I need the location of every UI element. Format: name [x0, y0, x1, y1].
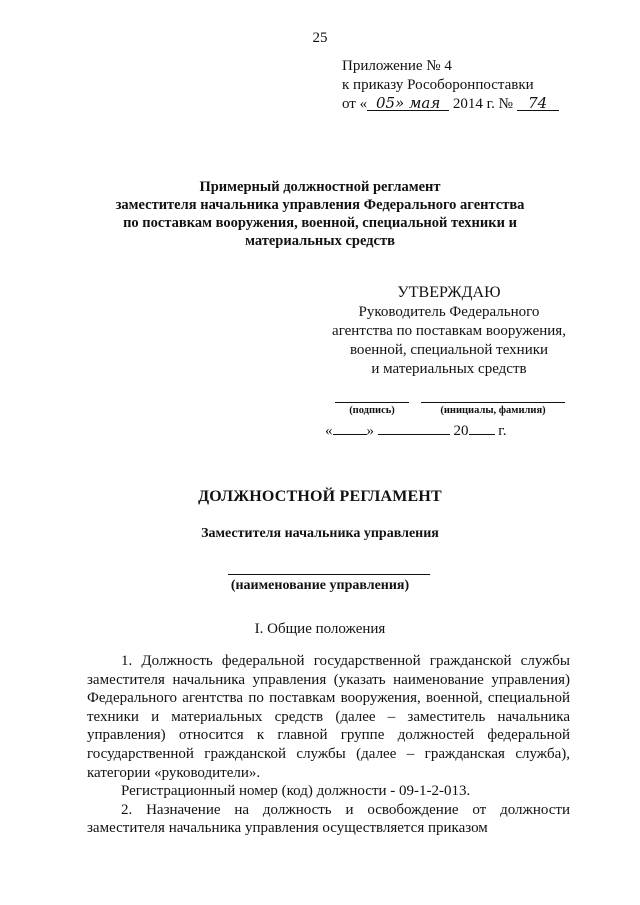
appendix-year: 2014 г. №: [452, 96, 513, 112]
approval-line-2: агентства по поставкам вооружения,: [332, 323, 566, 339]
regulation-subtitle: Заместителя начальника управления: [201, 526, 439, 541]
document-title: [60, 178, 580, 250]
year-blank: [469, 422, 495, 435]
approval-line-1: Руководитель Федерального: [358, 304, 540, 320]
appendix-line-2: к приказу Рособоронпоставки: [342, 77, 534, 93]
appendix-block: [342, 57, 602, 114]
approval-block: [300, 283, 598, 379]
section-heading: I. Общие положения: [254, 621, 386, 637]
approval-heading: УТВЕРЖДАЮ: [397, 284, 501, 301]
paragraph-1: 1. Должность федеральной государственной гражданской службы заместителя начальника управления (указать наименование управления) Федерального агентства по поставкам вооружения, военной, специальной техники и материальных средств (далее – заместитель начальника управления) относится к главной группе должностей федеральной государственной гражданской службы (далее – гражданская служба), категории «руководители».: [87, 653, 570, 781]
title-line-3: по поставкам вооружения, военной, специальной техники и: [123, 215, 517, 231]
paragraph-2: Регистрационный номер (код) должности - 09-1-2-013.: [121, 783, 471, 800]
title-line-2: заместителя начальника управления Федерального агентства: [115, 197, 525, 213]
date-suffix: г.: [498, 423, 507, 439]
body-text: [87, 652, 570, 838]
title-line-1: Примерный должностной регламент: [199, 179, 441, 195]
name-caption: (инициалы, фамилия): [440, 405, 546, 416]
appendix-line-1: Приложение № 4: [342, 58, 452, 74]
appendix-date-prefix: от «: [342, 96, 368, 112]
approval-date-line: [325, 422, 506, 440]
name-line: [421, 402, 565, 403]
page-number: 25: [312, 30, 328, 46]
appendix-line-3: [342, 95, 602, 114]
regulation-title: ДОЛЖНОСТНОЙ РЕГЛАМЕНТ: [198, 488, 442, 505]
paragraph-3: 2. Назначение на должность и освобождение от должности заместителя начальника управления осуществляется приказом: [87, 801, 570, 837]
signature-lines: [335, 402, 565, 422]
handwritten-number: 74: [517, 96, 559, 111]
date-year-prefix: 20: [453, 423, 469, 439]
month-blank: [378, 422, 450, 435]
department-caption: (наименование управления): [230, 578, 410, 593]
date-close-quote: »: [366, 423, 374, 439]
title-line-4: материальных средств: [245, 233, 395, 249]
date-open-quote: «: [325, 423, 333, 439]
signature-line: [335, 402, 409, 403]
day-blank: [333, 422, 367, 435]
approval-line-4: и материальных средств: [371, 361, 527, 377]
department-blank-line: [228, 574, 430, 575]
handwritten-date: 05» мая: [367, 96, 449, 111]
signature-caption: (подпись): [349, 405, 395, 416]
approval-line-3: военной, специальной техники: [349, 342, 549, 358]
